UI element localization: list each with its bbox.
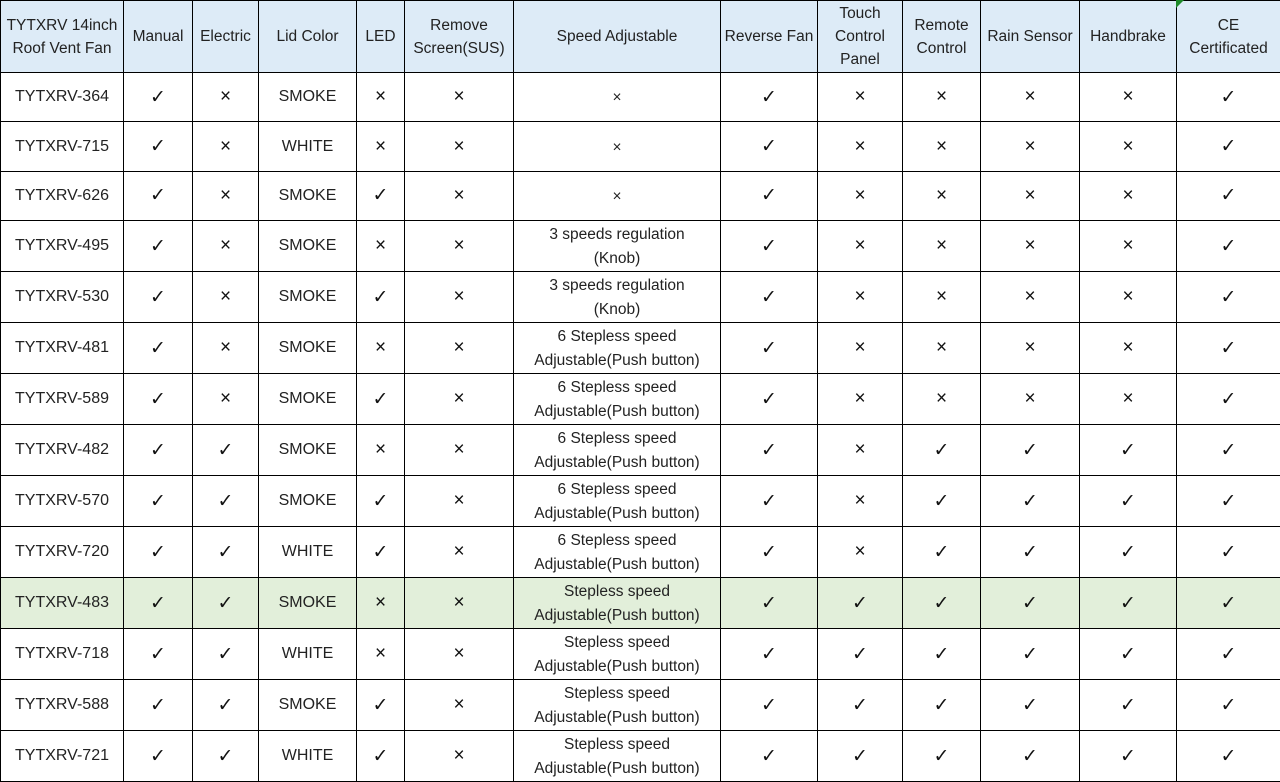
- cell-lid: SMOKE: [259, 272, 357, 323]
- cell-remote: ✓: [903, 629, 981, 680]
- cell-electric: ×: [193, 122, 259, 171]
- cell-lid: WHITE: [259, 527, 357, 578]
- cell-rain: ✓: [981, 476, 1080, 527]
- cell-lid: SMOKE: [259, 221, 357, 272]
- table-row: [1, 374, 1280, 425]
- cell-ce: ✓: [1177, 476, 1280, 527]
- cell-ce: ✓: [1177, 122, 1280, 171]
- col-header-rain-sensor: Rain Sensor: [981, 1, 1080, 73]
- cell-electric: ×: [193, 221, 259, 272]
- cell-handbrake: ×: [1080, 272, 1177, 323]
- cell-remote: ✓: [903, 731, 981, 782]
- cell-ce: ✓: [1177, 323, 1280, 374]
- cell-touch: ✓: [818, 680, 903, 731]
- cell-rain: ✓: [981, 578, 1080, 629]
- cell-electric: ✓: [193, 527, 259, 578]
- cell-electric: ×: [193, 323, 259, 374]
- cell-handbrake: ✓: [1080, 731, 1177, 782]
- cell-led: ✓: [357, 476, 405, 527]
- cell-ce: ✓: [1177, 221, 1280, 272]
- cell-speed: Stepless speed Adjustable(Push button): [514, 731, 721, 782]
- cell-electric: ×: [193, 73, 259, 122]
- cell-screen: ×: [405, 374, 514, 425]
- cell-manual: ✓: [124, 527, 193, 578]
- cell-reverse: ✓: [721, 171, 818, 220]
- cell-touch: ×: [818, 425, 903, 476]
- cell-screen: ×: [405, 527, 514, 578]
- cell-lid: SMOKE: [259, 578, 357, 629]
- cell-reverse: ✓: [721, 221, 818, 272]
- cell-model: TYTXRV-530: [1, 272, 124, 323]
- cell-ce: ✓: [1177, 272, 1280, 323]
- cell-rain: ×: [981, 272, 1080, 323]
- cell-lid: SMOKE: [259, 476, 357, 527]
- cell-ce: ✓: [1177, 425, 1280, 476]
- col-header-handbrake: Handbrake: [1080, 1, 1177, 73]
- cell-model: TYTXRV-483: [1, 578, 124, 629]
- cell-electric: ×: [193, 171, 259, 220]
- cell-speed: 6 Stepless speed Adjustable(Push button): [514, 527, 721, 578]
- table-row: [1, 731, 1280, 782]
- table-row: [1, 122, 1280, 171]
- cell-touch: ×: [818, 122, 903, 171]
- cell-reverse: ✓: [721, 425, 818, 476]
- cell-speed: 6 Stepless speed Adjustable(Push button): [514, 374, 721, 425]
- cell-handbrake: ×: [1080, 122, 1177, 171]
- cell-speed: 6 Stepless speed Adjustable(Push button): [514, 425, 721, 476]
- cell-rain: ✓: [981, 731, 1080, 782]
- cell-ce: ✓: [1177, 527, 1280, 578]
- table-row: [1, 425, 1280, 476]
- cell-lid: WHITE: [259, 731, 357, 782]
- cell-rain: ×: [981, 171, 1080, 220]
- cell-model: TYTXRV-481: [1, 323, 124, 374]
- cell-remote: ✓: [903, 425, 981, 476]
- cell-remote: ✓: [903, 578, 981, 629]
- cell-rain: ×: [981, 374, 1080, 425]
- cell-ce: ✓: [1177, 73, 1280, 122]
- cell-remote: ×: [903, 374, 981, 425]
- cell-lid: SMOKE: [259, 73, 357, 122]
- cell-handbrake: ×: [1080, 323, 1177, 374]
- cell-screen: ×: [405, 122, 514, 171]
- cell-led: ×: [357, 122, 405, 171]
- cell-screen: ×: [405, 476, 514, 527]
- cell-manual: ✓: [124, 629, 193, 680]
- cell-manual: ✓: [124, 374, 193, 425]
- col-header-touch-control-panel: Touch Control Panel: [818, 1, 903, 73]
- cell-model: TYTXRV-482: [1, 425, 124, 476]
- cell-lid: SMOKE: [259, 425, 357, 476]
- col-header-speed-adjustable: Speed Adjustable: [514, 1, 721, 73]
- cell-screen: ×: [405, 73, 514, 122]
- cell-rain: ✓: [981, 629, 1080, 680]
- cell-rain: ×: [981, 221, 1080, 272]
- cell-touch: ×: [818, 323, 903, 374]
- cell-touch: ×: [818, 73, 903, 122]
- cell-speed: Stepless speed Adjustable(Push button): [514, 578, 721, 629]
- cell-touch: ✓: [818, 578, 903, 629]
- cell-reverse: ✓: [721, 731, 818, 782]
- cell-led: ×: [357, 578, 405, 629]
- cell-reverse: ✓: [721, 629, 818, 680]
- cell-touch: ×: [818, 272, 903, 323]
- cell-led: ×: [357, 323, 405, 374]
- cell-rain: ×: [981, 323, 1080, 374]
- cell-handbrake: ✓: [1080, 629, 1177, 680]
- cell-speed: ×: [514, 73, 721, 122]
- cell-lid: SMOKE: [259, 171, 357, 220]
- cell-ce: ✓: [1177, 374, 1280, 425]
- cell-led: ×: [357, 221, 405, 272]
- col-header-electric: Electric: [193, 1, 259, 73]
- table-row: [1, 476, 1280, 527]
- cell-touch: ✓: [818, 731, 903, 782]
- cell-speed: 6 Stepless speed Adjustable(Push button): [514, 323, 721, 374]
- cell-screen: ×: [405, 171, 514, 220]
- cell-remote: ×: [903, 323, 981, 374]
- table-row: [1, 629, 1280, 680]
- cell-screen: ×: [405, 578, 514, 629]
- cell-reverse: ✓: [721, 578, 818, 629]
- cell-handbrake: ×: [1080, 374, 1177, 425]
- cell-handbrake: ✓: [1080, 578, 1177, 629]
- col-header-model: TYTXRV 14inch Roof Vent Fan: [1, 1, 124, 73]
- cell-speed: ×: [514, 122, 721, 171]
- cell-touch: ×: [818, 374, 903, 425]
- cell-led: ×: [357, 425, 405, 476]
- cell-ce: ✓: [1177, 629, 1280, 680]
- cell-handbrake: ×: [1080, 73, 1177, 122]
- cell-manual: ✓: [124, 73, 193, 122]
- cell-lid: SMOKE: [259, 374, 357, 425]
- cell-electric: ×: [193, 272, 259, 323]
- cell-touch: ×: [818, 171, 903, 220]
- cell-handbrake: ✓: [1080, 527, 1177, 578]
- table-row: [1, 323, 1280, 374]
- cell-ce: ✓: [1177, 578, 1280, 629]
- cell-electric: ✓: [193, 578, 259, 629]
- cell-manual: ✓: [124, 171, 193, 220]
- cell-model: TYTXRV-495: [1, 221, 124, 272]
- cell-model: TYTXRV-626: [1, 171, 124, 220]
- cell-electric: ✓: [193, 731, 259, 782]
- cell-reverse: ✓: [721, 122, 818, 171]
- cell-screen: ×: [405, 731, 514, 782]
- col-header-manual: Manual: [124, 1, 193, 73]
- cell-led: ✓: [357, 171, 405, 220]
- cell-led: ×: [357, 629, 405, 680]
- cell-reverse: ✓: [721, 374, 818, 425]
- cell-model: TYTXRV-715: [1, 122, 124, 171]
- table-row: [1, 221, 1280, 272]
- cell-electric: ✓: [193, 476, 259, 527]
- cell-electric: ✓: [193, 629, 259, 680]
- cell-model: TYTXRV-364: [1, 73, 124, 122]
- cell-speed: ×: [514, 171, 721, 220]
- cell-led: ✓: [357, 527, 405, 578]
- cell-manual: ✓: [124, 122, 193, 171]
- cell-screen: ×: [405, 425, 514, 476]
- comment-marker: [1176, 0, 1184, 8]
- cell-rain: ×: [981, 73, 1080, 122]
- cell-handbrake: ×: [1080, 221, 1177, 272]
- col-header-remote-control: Remote Control: [903, 1, 981, 73]
- cell-lid: WHITE: [259, 629, 357, 680]
- col-header-lid-color: Lid Color: [259, 1, 357, 73]
- cell-remote: ×: [903, 221, 981, 272]
- cell-rain: ✓: [981, 680, 1080, 731]
- cell-led: ✓: [357, 731, 405, 782]
- cell-reverse: ✓: [721, 527, 818, 578]
- cell-touch: ✓: [818, 629, 903, 680]
- cell-handbrake: ×: [1080, 171, 1177, 220]
- table-row: [1, 171, 1280, 220]
- cell-rain: ×: [981, 122, 1080, 171]
- cell-speed: 3 speeds regulation (Knob): [514, 221, 721, 272]
- cell-reverse: ✓: [721, 272, 818, 323]
- header-row: [1, 1, 1280, 73]
- cell-handbrake: ✓: [1080, 425, 1177, 476]
- cell-speed: 3 speeds regulation (Knob): [514, 272, 721, 323]
- cell-manual: ✓: [124, 476, 193, 527]
- cell-remote: ✓: [903, 527, 981, 578]
- cell-remote: ×: [903, 73, 981, 122]
- cell-electric: ×: [193, 374, 259, 425]
- col-header-ce-certificated: CE Certificated: [1177, 1, 1280, 73]
- cell-rain: ✓: [981, 425, 1080, 476]
- cell-manual: ✓: [124, 578, 193, 629]
- cell-ce: ✓: [1177, 171, 1280, 220]
- cell-ce: ✓: [1177, 680, 1280, 731]
- cell-manual: ✓: [124, 731, 193, 782]
- cell-lid: SMOKE: [259, 680, 357, 731]
- cell-speed: Stepless speed Adjustable(Push button): [514, 680, 721, 731]
- col-header-led: LED: [357, 1, 405, 73]
- cell-remote: ×: [903, 171, 981, 220]
- col-header-remove-screen: Remove Screen(SUS): [405, 1, 514, 73]
- table-row: [1, 680, 1280, 731]
- cell-screen: ×: [405, 221, 514, 272]
- table-row: [1, 578, 1280, 629]
- cell-ce: ✓: [1177, 731, 1280, 782]
- cell-led: ✓: [357, 680, 405, 731]
- cell-remote: ✓: [903, 476, 981, 527]
- cell-lid: SMOKE: [259, 323, 357, 374]
- table-row: [1, 272, 1280, 323]
- cell-screen: ×: [405, 629, 514, 680]
- cell-manual: ✓: [124, 272, 193, 323]
- cell-speed: Stepless speed Adjustable(Push button): [514, 629, 721, 680]
- cell-remote: ✓: [903, 680, 981, 731]
- cell-touch: ×: [818, 221, 903, 272]
- cell-screen: ×: [405, 680, 514, 731]
- cell-model: TYTXRV-589: [1, 374, 124, 425]
- cell-manual: ✓: [124, 680, 193, 731]
- cell-speed: 6 Stepless speed Adjustable(Push button): [514, 476, 721, 527]
- cell-handbrake: ✓: [1080, 680, 1177, 731]
- cell-reverse: ✓: [721, 323, 818, 374]
- cell-rain: ✓: [981, 527, 1080, 578]
- cell-model: TYTXRV-588: [1, 680, 124, 731]
- cell-handbrake: ✓: [1080, 476, 1177, 527]
- cell-led: ✓: [357, 374, 405, 425]
- cell-remote: ×: [903, 272, 981, 323]
- cell-touch: ×: [818, 476, 903, 527]
- cell-reverse: ✓: [721, 680, 818, 731]
- table-row: [1, 527, 1280, 578]
- cell-screen: ×: [405, 323, 514, 374]
- cell-model: TYTXRV-721: [1, 731, 124, 782]
- cell-model: TYTXRV-720: [1, 527, 124, 578]
- cell-touch: ×: [818, 527, 903, 578]
- cell-led: ✓: [357, 272, 405, 323]
- table-row: [1, 73, 1280, 122]
- cell-reverse: ✓: [721, 73, 818, 122]
- cell-electric: ✓: [193, 680, 259, 731]
- cell-led: ×: [357, 73, 405, 122]
- cell-manual: ✓: [124, 323, 193, 374]
- cell-manual: ✓: [124, 221, 193, 272]
- col-header-reverse-fan: Reverse Fan: [721, 1, 818, 73]
- cell-reverse: ✓: [721, 476, 818, 527]
- cell-lid: WHITE: [259, 122, 357, 171]
- cell-manual: ✓: [124, 425, 193, 476]
- cell-electric: ✓: [193, 425, 259, 476]
- cell-remote: ×: [903, 122, 981, 171]
- cell-model: TYTXRV-718: [1, 629, 124, 680]
- cell-screen: ×: [405, 272, 514, 323]
- cell-model: TYTXRV-570: [1, 476, 124, 527]
